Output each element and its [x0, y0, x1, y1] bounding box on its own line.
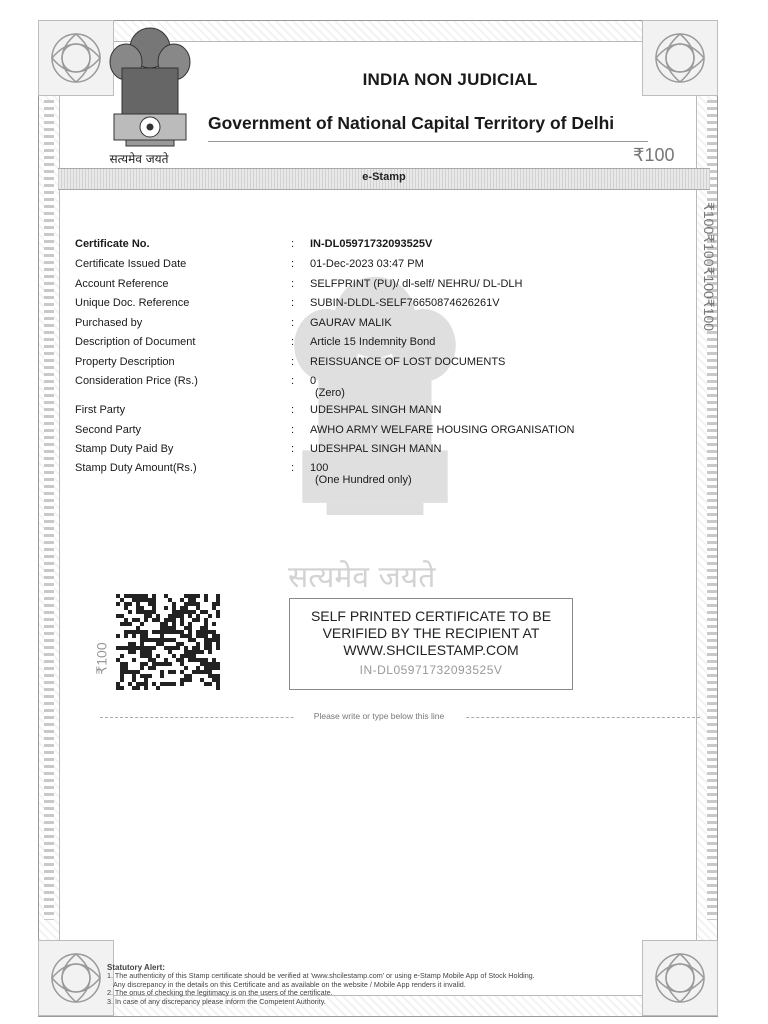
statutory-alert-item: Any discrepancy in the details on this Certificate and as available on the website / Mobile App renders it invalid. [113, 979, 466, 989]
statutory-alert-item: 2. The onus of checking the legitimacy is on the users of the certificate. [107, 988, 333, 998]
verification-notice [289, 598, 573, 690]
state-emblem-icon [98, 18, 202, 170]
statutory-alert [107, 964, 647, 1006]
statutory-alert-heading: Statutory Alert: [107, 963, 165, 972]
detail-label: Stamp Duty Amount(Rs.) [75, 462, 197, 474]
verification-line: VERIFIED BY THE RECIPIENT AT [322, 625, 540, 641]
stamp-value: ₹100 [633, 145, 675, 165]
estamp-label: e-Stamp [362, 171, 406, 183]
issuing-authority: Government of National Capital Territory of Delhi [208, 113, 615, 133]
estamp-band [58, 168, 710, 190]
qr-code [116, 594, 220, 690]
detail-label: Property Description [75, 356, 175, 368]
detail-label: Certificate No. [75, 238, 150, 250]
detail-value: UDESHPAL SINGH MANN [310, 443, 442, 455]
statutory-alert-item: 1. The authenticity of this Stamp certificate should be verified at 'www.shcilestamp.com' or using e-Stamp Mobile App of Stock Holding. [107, 971, 535, 981]
detail-value: SUBIN-DLDL-SELF76650874626261V [310, 297, 500, 309]
emblem-motto: सत्यमेव जयते [109, 152, 169, 166]
vertical-value-text: ₹100₹100₹100₹100 [701, 201, 718, 332]
detail-value: Article 15 Indemnity Bond [310, 336, 436, 348]
verification-certificate-id: IN-DL05971732093525V [359, 663, 503, 677]
left-value-text: ₹100 [93, 642, 110, 675]
detail-value: 100 [310, 462, 329, 474]
write-below-label: Please write or type below this line [294, 711, 464, 721]
detail-label: Unique Doc. Reference [75, 297, 190, 309]
vertical-value-strip [700, 198, 718, 348]
title-divider [208, 141, 648, 142]
detail-subvalue: (Zero) [315, 387, 345, 399]
detail-label: Certificate Issued Date [75, 258, 187, 270]
watermark-motto: सत्यमेव जयते [288, 560, 436, 595]
detail-label: Consideration Price (Rs.) [75, 375, 198, 387]
detail-value: AWHO ARMY WELFARE HOUSING ORGANISATION [310, 424, 575, 436]
corner-ornament-top-right [642, 20, 718, 96]
detail-label: Account Reference [75, 278, 169, 290]
detail-label: Stamp Duty Paid By [75, 443, 174, 455]
detail-value: REISSUANCE OF LOST DOCUMENTS [310, 356, 506, 368]
detail-value: UDESHPAL SINGH MANN [310, 404, 442, 416]
corner-ornament-bottom-left [38, 940, 114, 1016]
detail-label: Description of Document [75, 336, 196, 348]
verification-url: WWW.SHCILESTAMP.COM [343, 642, 519, 658]
detail-value: 0 [310, 375, 317, 387]
detail-value: IN-DL05971732093525V [310, 238, 433, 250]
detail-label: First Party [75, 404, 126, 416]
left-microtext-strip [44, 100, 54, 920]
corner-ornament-bottom-right [642, 940, 718, 1016]
document-title: INDIA NON JUDICIAL [362, 70, 538, 89]
detail-value: 01-Dec-2023 03:47 PM [310, 258, 424, 270]
statutory-alert-item: 3. In case of any discrepancy please inform the Competent Authority. [107, 996, 326, 1006]
detail-value: GAURAV MALIK [310, 317, 392, 329]
detail-label: Second Party [75, 424, 142, 436]
detail-value: SELFPRINT (PU)/ dl-self/ NEHRU/ DL-DLH [310, 278, 523, 290]
detail-subvalue: (One Hundred only) [315, 474, 412, 486]
detail-label: Purchased by [75, 317, 143, 329]
verification-line: SELF PRINTED CERTIFICATE TO BE [310, 608, 552, 624]
